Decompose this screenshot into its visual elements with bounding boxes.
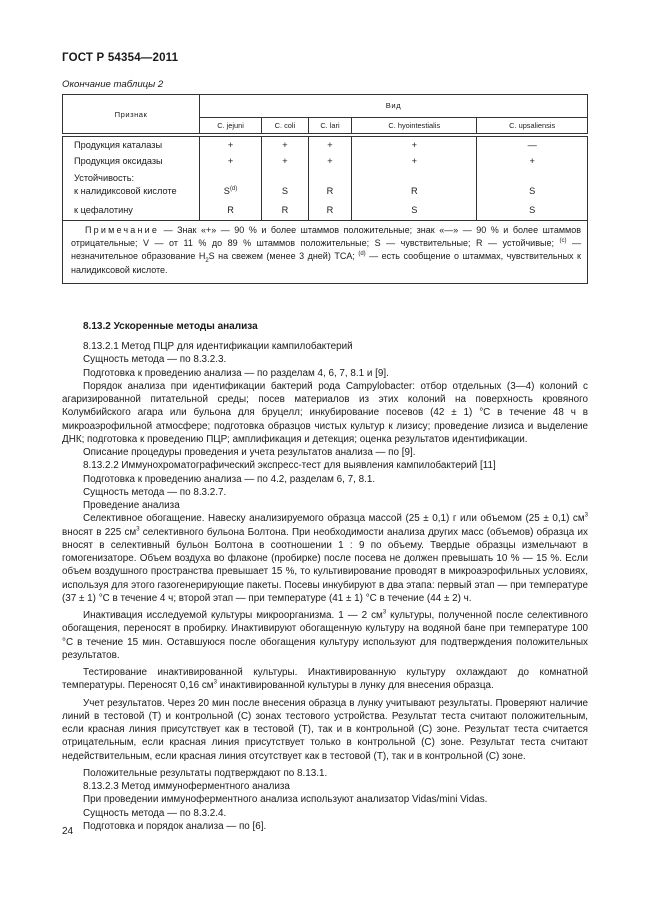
paragraph: Селективное обогащение. Навеску анализируемого образца массой (25 ± 0,1) г или объемом (25 ± 0,1) $см^3$ вносят в 225 $см^3$ селективного бульона Болтона. При необходимости анализа других масс (объемов) образца их вносят в селективный бульон Болтона в соотношении 1 : 9 по объему. Твердые образцы измельчают в гомогенизаторе. Объем воздуха во флаконе (пробирке) после посева не должен превышать 10 % — 15 %. Если объем воздушного пространства превышает 15 %, то культивирование проводят в микроаэрофильных условиях, используя для этого газогенерирующие пакеты. Посевы инкубируют в два этапа: первый этап — при температуре (37 ± 1) °С в течение 4 ч; второй этап — при температуре (41 ± 1) °С в течение (44 ± 2) ч. [62, 512, 588, 604]
nalidix-label: к налидиксовой кислоте [74, 186, 177, 196]
paragraph: Порядок анализа при идентификации бактерий рода Campylobacter: отбор отдельных (3—4) колоний с агаризированной питательной среды; посев материалов из этих колоний на поверхность кровяного Колумбийского агара или бульона для бруцелл; инкубирование посевов (42 ± 1) °С в течение 48 ч в микроаэрофильной атмосфере; подготовка образцов чистых культур к лизису; проведение лизиса и выделение ДНК; подготовка к проведению ПЦР; амплификация и детекция; оценка результатов идентификации. [62, 380, 588, 445]
table-cell [352, 169, 477, 221]
footnote-d-mark: (d) [229, 185, 238, 192]
paragraph: Проведение анализа [83, 500, 180, 511]
paragraph: 8.13.2.2 Иммунохроматографический экспресс-тест для выявления кампилобактерий [11] [83, 460, 496, 472]
row-label-resistance [63, 169, 200, 221]
section-heading: 8.13.2 Ускоренные методы анализа [83, 321, 258, 332]
table-cell: — [477, 137, 588, 154]
row-label: Продукция каталазы [63, 137, 200, 154]
resistance-title: Устойчивость: [74, 173, 135, 183]
paragraph: Сущность метода — по 8.3.2.7. [83, 486, 227, 498]
page-number: 24 [62, 826, 74, 837]
cefalotin-value: R [326, 205, 334, 215]
cefalotin-value: R [227, 205, 234, 215]
cefalotin-value: R [281, 205, 289, 215]
paragraph: Сущность метода — по 8.3.2.3. [83, 354, 227, 366]
table-cell: + [477, 153, 588, 169]
table-cell: + [352, 153, 477, 169]
table-cell [477, 169, 588, 221]
paragraph: Тестирование инактивированной культуры. Инактивированную культуру охлаждают до комнатной температуры. Переносят 0,16 $см^3$ инактивированной культуры в лунку для внесения образца. [62, 667, 588, 692]
paragraph: Подготовка к проведению анализа — по разделам 4, 6, 7, 8.1 и [9]. [83, 367, 389, 379]
table-note: Примечание — Знак «+» — 90 % и более штаммов положительные; знак «—» — 90 % и более штаммов отрицательные; V — от 11 % до 89 % штаммов положительные; S — чувствительные; R — устойчивые; $^{(c)}$ — незначительное образование $H_2S$ на свежем (менее 3 дней) TCA; $^{(d)}$ — есть сообщение о штаммах, чувствительных к налидиксовой кислоте. [63, 221, 588, 284]
paragraph: Учет результатов. Через 20 мин после внесения образца в лунку учитывают результаты. Проверяют наличие линий в тестовой (Т) и контрольной (С) зонах тестового устройства. Результат теста считают положительным, если красная линия присутствует как в тестовой (Т), так и в контрольной (С) зоне. Результат теста считается отрицательным, если красная линия присутствует только в контрольной (С) зоне. Результат теста считают недействительным, если красная линия отсутствует как в тестовой (Т), так и в контрольной (С) зоне. [62, 697, 588, 762]
table-row [63, 137, 588, 154]
table-cell: + [308, 137, 352, 154]
cefalotin-value: S [411, 205, 418, 215]
species-header: C. coli [262, 117, 309, 133]
table-row-resistance [63, 169, 588, 221]
column-header-group: Вид [200, 95, 588, 118]
standard-header: ГОСТ Р 54354—2011 [62, 52, 179, 64]
paragraph: Подготовка и порядок анализа — по [6]. [83, 820, 267, 832]
species-header: C. jejuni [200, 117, 262, 133]
species-header: C. lari [308, 117, 352, 133]
table-caption: Окончание таблицы 2 [62, 79, 164, 90]
table-cell: + [308, 153, 352, 169]
column-header-sign: Признак [63, 95, 200, 134]
paragraph: Инактивация исследуемой культуры микроорганизма. 1 — 2 $см^3$ культуры, полученной после селективного обогащения, переносят в пробирку. Инактивируют обогащенную культуру на водяной бане при температуре 100 °С в течение 15 мин. Оставшуюся после обогащения культуру используют для подтверждения положительных результатов. [62, 609, 588, 661]
nalidix-value: S [281, 186, 288, 196]
paragraph: 8.13.2.3 Метод иммуноферментного анализа [83, 781, 290, 792]
table-row [63, 153, 588, 169]
note-lead: Примечание [85, 225, 160, 235]
nalidix-value: R [326, 186, 334, 196]
table-cell: + [200, 153, 262, 169]
body-text [62, 320, 588, 833]
row-label: Продукция оксидазы [63, 153, 200, 169]
paragraph: Подготовка к проведению анализа — по 4.2, разделам 6, 7, 8.1. [83, 473, 376, 485]
table-cell: + [262, 153, 309, 169]
table-cell [308, 169, 352, 221]
cefalotin-label: к цефалотину [74, 205, 133, 215]
species-header: C. upsaliensis [477, 117, 588, 133]
table-cell: + [262, 137, 309, 154]
cefalotin-value: S [529, 205, 536, 215]
paragraph: Описание процедуры проведения и учета результатов анализа — по [9]. [83, 447, 416, 458]
nalidix-value: S [529, 186, 536, 196]
nalidix-value: S [223, 186, 230, 196]
paragraph: При проведении иммуноферментного анализа используют анализатор Vidas/mini Vidas. [83, 794, 488, 806]
species-header: C. hyointestialis [352, 117, 477, 133]
paragraph: Сущность метода — по 8.3.2.4. [83, 807, 227, 819]
table-cell [200, 169, 262, 221]
table-header-row [63, 95, 588, 118]
table-cell: + [352, 137, 477, 154]
table-cell: + [200, 137, 262, 154]
paragraph: 8.13.2.1 Метод ПЦР для идентификации кампилобактерий [83, 341, 353, 352]
paragraph: Положительные результаты подтверждают по 8.13.1. [83, 767, 328, 779]
species-table [62, 94, 588, 284]
table-note-row [63, 221, 588, 284]
nalidix-value: R [410, 186, 418, 196]
table-cell [262, 169, 309, 221]
